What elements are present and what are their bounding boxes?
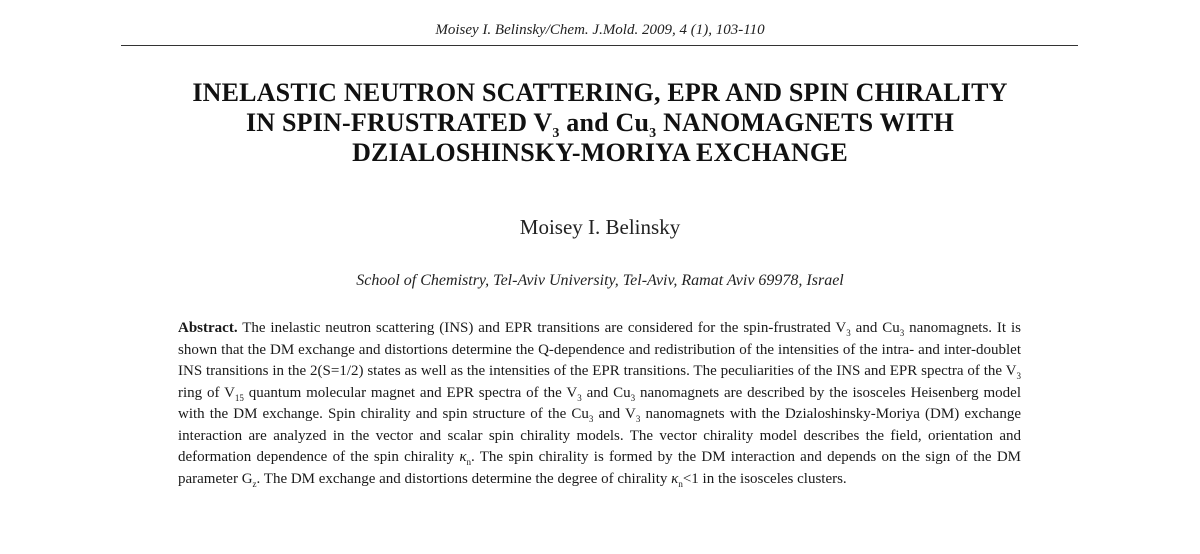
paper-title [100,78,1100,168]
header-rule [121,45,1078,46]
title-line-1: INELASTIC NEUTRON SCATTERING, EPR AND SPIN CHIRALITY [192,78,1008,107]
running-head: Moisey I. Belinsky/Chem. J.Mold. 2009, 4 (1), 103-110 [435,22,765,38]
title-line-3: DZIALOSHINSKY-MORIYA EXCHANGE [352,138,848,167]
author-name: Moisey I. Belinsky [519,215,681,239]
abstract-label: Abstract. [178,320,238,336]
title-line-2: IN SPIN-FRUSTRATED $V_3$ and $Cu_3$ NANOMAGNETS WITH [245,108,955,142]
affiliation: School of Chemistry, Tel-Aviv University, Tel-Aviv, Ramat Aviv 69978, Israel [356,272,844,289]
abstract: Abstract. The inelastic neutron scattering (INS) and EPR transitions are considered for the spin-frustrated $V_3$ and $Cu_3$ nanomagnets. It is shown that the DM exchange and distortions determine the Q-dependence and redistribution of the intensities of the intra- and inter-doublet INS transitions in the 2(S=1/2) states as well as the intensities of the EPR transitions. The peculiarities of the INS and EPR spectra of the $V_3$ ring of $V_{15}$ quantum molecular magnet and EPR spectra of the $V_3$ and $Cu_3$ nanomagnets are described by the isosceles Heisenberg model with the DM exchange. Spin chirality and spin structure of the $Cu_3$ and $V_3$ nanomagnets with the Dzialoshinsky-Moriya (DM) exchange interaction are analyzed in the vector and scalar spin chirality models. The vector chirality model describes the field, orientation and deformation dependence of the spin chirality $\kappa_n$. The spin chirality is formed by the DM interaction and depends on the sign of the DM parameter $G_z$. The DM exchange and distortions determine the degree of chirality $\kappa_n<1$ in the isosceles clusters. [178,320,1021,489]
